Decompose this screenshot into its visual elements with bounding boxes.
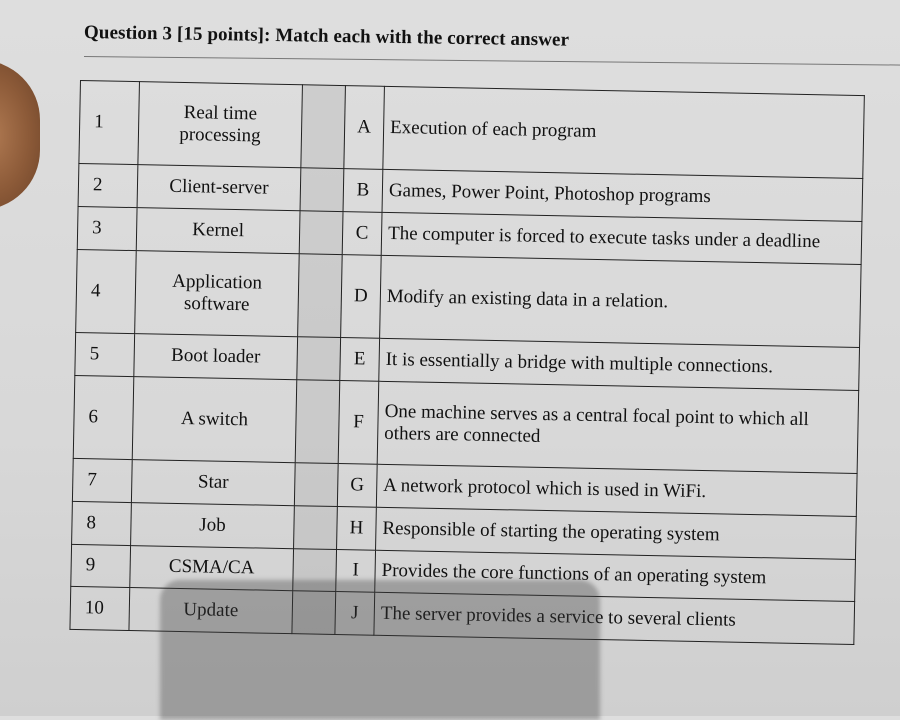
option-letter: H <box>337 507 377 550</box>
photo-shadow <box>160 580 600 720</box>
option-letter: A <box>344 86 385 170</box>
option-description: It is essentially a bridge with multiple connections. <box>379 339 860 391</box>
option-description: Execution of each program <box>383 86 865 179</box>
term-cell: Boot loader <box>134 334 298 380</box>
item-number: 9 <box>71 544 131 588</box>
answer-blank[interactable] <box>295 380 340 464</box>
table-row <box>73 375 858 473</box>
item-number: 6 <box>73 375 134 460</box>
answer-blank[interactable] <box>294 463 338 506</box>
item-number: 4 <box>76 249 137 334</box>
table-row <box>79 81 864 179</box>
term-cell: A switch <box>132 376 297 463</box>
option-description: Provides the core functions of an operating system <box>375 550 856 602</box>
option-letter: F <box>338 380 379 464</box>
item-number: 2 <box>78 164 138 208</box>
option-description: One machine serves as a central focal point to which all others are connected <box>377 381 859 474</box>
option-description: Games, Power Point, Photoshop programs <box>382 170 863 222</box>
term-cell: Client-server <box>137 165 301 211</box>
option-description: Modify an existing data in a relation. <box>380 255 862 348</box>
matching-table-container <box>69 80 864 645</box>
term-cell: Application software <box>135 250 300 337</box>
item-number: 7 <box>72 459 132 503</box>
option-description: Responsible of starting the operating system <box>376 507 857 559</box>
term-cell: Real time processing <box>138 82 303 169</box>
answer-blank[interactable] <box>298 254 343 338</box>
option-letter: D <box>341 254 382 338</box>
answer-blank[interactable] <box>297 337 341 380</box>
option-letter: E <box>340 338 380 381</box>
item-number: 10 <box>70 587 130 631</box>
term-cell: CSMA/CA <box>130 545 294 591</box>
item-number: 3 <box>77 207 137 251</box>
table-row <box>76 249 861 347</box>
title-divider <box>84 56 900 66</box>
option-letter: I <box>336 549 376 592</box>
question-title: Question 3 [15 points]: Match each with the correct answer <box>83 22 570 51</box>
option-letter: B <box>343 169 383 212</box>
item-number: 5 <box>75 333 135 377</box>
answer-blank[interactable] <box>301 85 346 169</box>
term-cell: Update <box>129 588 293 634</box>
answer-blank[interactable] <box>300 168 344 211</box>
term-cell: Kernel <box>136 208 300 254</box>
item-number: 1 <box>79 81 140 166</box>
answer-blank[interactable] <box>299 211 343 254</box>
option-description: A network protocol which is used in WiFi. <box>376 465 857 517</box>
answer-blank[interactable] <box>294 506 338 549</box>
option-description: The server provides a service to several clients <box>374 593 855 645</box>
option-letter: J <box>335 592 375 635</box>
finger-photo-artifact <box>0 60 40 210</box>
option-letter: G <box>337 464 377 507</box>
term-cell: Job <box>131 503 295 549</box>
option-description: The computer is forced to execute tasks under a deadline <box>381 212 862 264</box>
term-cell: Star <box>131 460 295 506</box>
matching-table <box>69 80 864 645</box>
option-letter: C <box>342 212 382 255</box>
item-number: 8 <box>72 501 132 545</box>
